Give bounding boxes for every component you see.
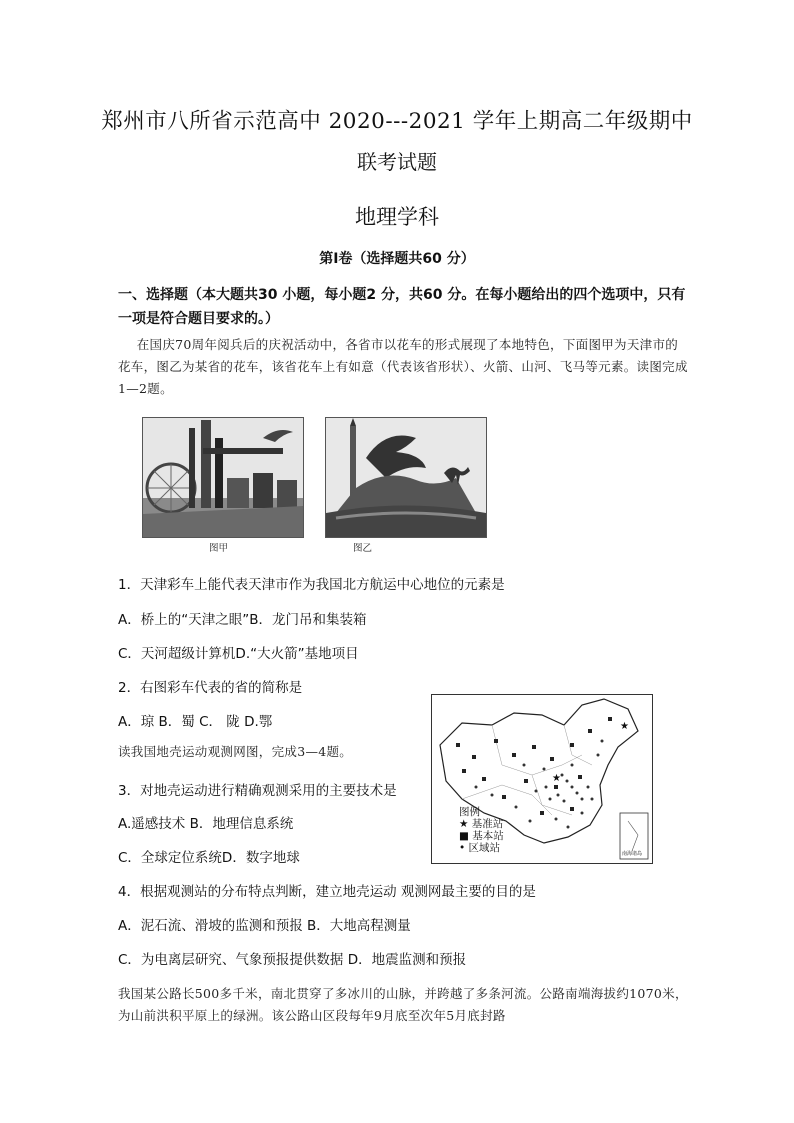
- material-3: 我国某公路长500多千米，南北贯穿了多冰川的山脉，并跨越了多条河流。公路南端海拔约1070米，为山前洪积平原上的绿洲。该公路山区段每年9月底至次年5月底封路: [118, 986, 688, 1023]
- square-icon: ■: [459, 830, 469, 842]
- tianjin-float-image: [143, 418, 303, 537]
- legend-base-station-label: 基准站: [471, 818, 504, 830]
- legend-basic-station: [459, 830, 504, 842]
- question-4-options-ab: A．泥石流、滑坡的监测和预报 B．大地高程测量: [118, 918, 411, 934]
- figure-yi-photo: [325, 417, 487, 538]
- province-float-image: [326, 418, 486, 537]
- question-4-stem: 4．根据观测站的分布特点判断，建立地壳运动 观测网最主要的目的是: [118, 884, 536, 900]
- svg-text:★: ★: [620, 721, 629, 732]
- question-1-options-ab: A．桥上的“天津之眼”B．龙门吊和集装箱: [118, 612, 367, 628]
- subject-title: 地理学科: [355, 205, 439, 229]
- question-3-options-ab: A.遥感技术 B．地理信息系统: [118, 816, 294, 832]
- figure-jia-photo: [142, 417, 304, 538]
- question-1-stem: 1．天津彩车上能代表天津市作为我国北方航运中心地位的元素是: [118, 577, 505, 593]
- question-2-stem: 2．右图彩车代表的省的简称是: [118, 680, 303, 696]
- section-title: 第Ⅰ卷（选择题共60 分）: [319, 251, 475, 267]
- exam-title: 郑州市八所省示范高中 2020---2021 学年上期高二年级期中: [101, 109, 693, 134]
- question-3-stem: 3．对地壳运动进行精确观测采用的主要技术是: [118, 783, 397, 799]
- legend-regional-station-label: 区域站: [468, 842, 501, 854]
- question-2-options: A．琼 B．蜀 C． 陇 D.鄂: [118, 714, 273, 730]
- section-instructions: 一、选择题（本大题共30 小题，每小题2 分，共60 分。在每小题给出的四个选项中，只有一项是符合题目要求的。）: [118, 287, 686, 327]
- figure-yi-caption: 图乙: [353, 543, 373, 554]
- legend-basic-station-label: 基本站: [472, 830, 504, 842]
- question-3-options-cd: C．全球定位系统D．数字地球: [118, 850, 300, 866]
- star-icon: ★: [459, 818, 469, 830]
- material-1: 在国庆70周年阅兵后的庆祝活动中，各省市以花车的形式展现了本地特色，下面图甲为天津市的花车，图乙为某省的花车，该省花车上有如意（代表该省形状）、火箭、山河、飞马等元素。读图完成1—2题。: [118, 337, 688, 396]
- legend-regional-station: [459, 842, 504, 854]
- exam-title-line2: 联考试题: [357, 150, 437, 174]
- figure-jia-caption: 图甲: [209, 543, 229, 554]
- map-legend-title: 图例: [459, 806, 480, 818]
- question-1-options-cd: C．天河超级计算机D.“大火箭”基地项目: [118, 646, 359, 662]
- legend-base-station: [459, 818, 504, 830]
- map-legend: [459, 806, 504, 854]
- svg-text:★: ★: [552, 773, 561, 784]
- question-4-options-cd: C．为电离层研究、气象预报提供数据 D．地震监测和预报: [118, 952, 467, 968]
- material-2: 读我国地壳运动观测网图，完成3—4题。: [118, 744, 353, 759]
- inset-label: 南海诸岛: [622, 851, 643, 857]
- dot-icon: •: [459, 842, 466, 854]
